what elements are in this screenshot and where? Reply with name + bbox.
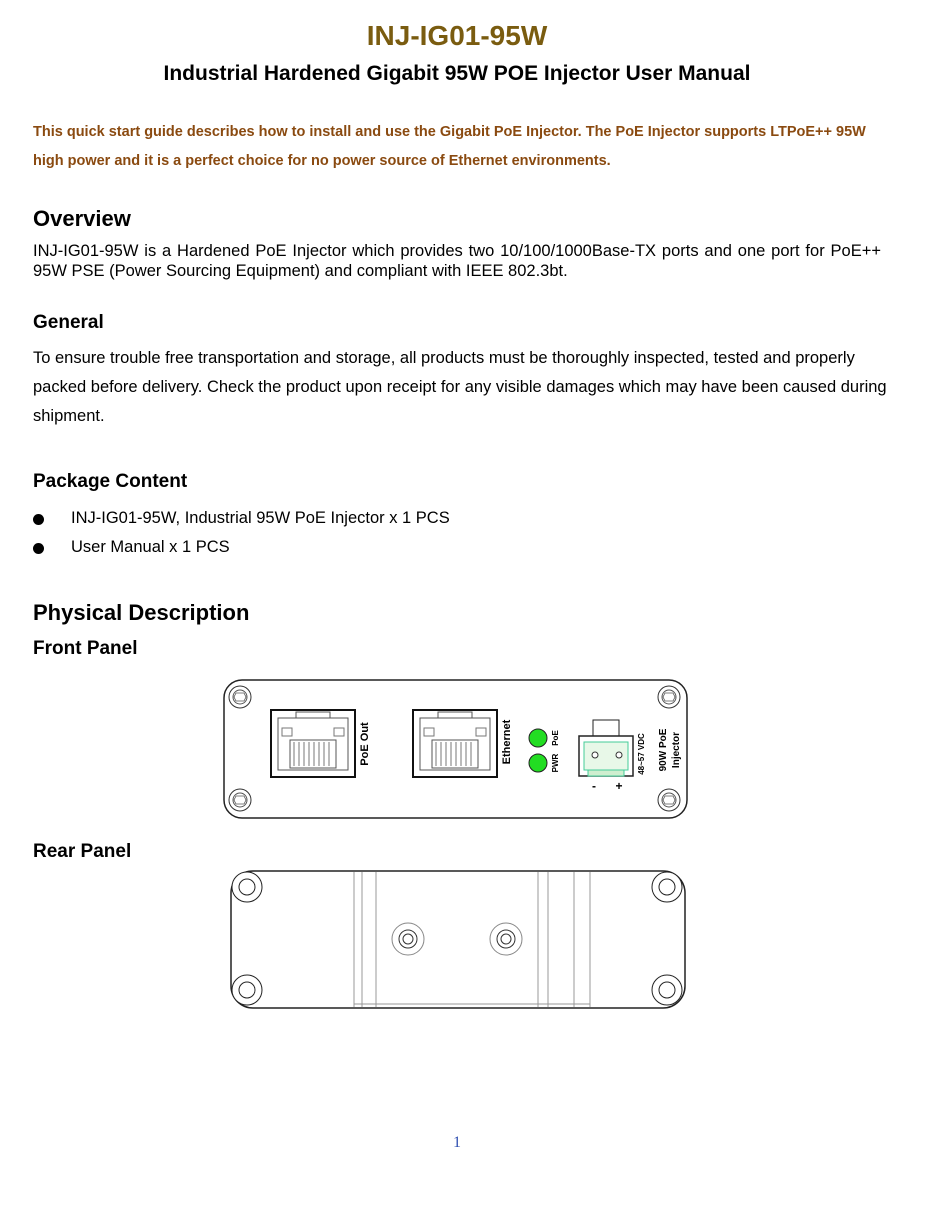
- document-title: INJ-IG01-95W: [366, 20, 548, 51]
- rj45-port-poe-out: [271, 710, 355, 777]
- port-label-ethernet: Ethernet: [501, 719, 513, 765]
- port-label-poe-out: PoE Out: [359, 722, 371, 766]
- front-panel-heading: Front Panel: [33, 638, 138, 659]
- bullet-icon: [33, 543, 44, 554]
- led-pwr-indicator: [529, 754, 547, 772]
- intro-paragraph: [33, 118, 893, 176]
- intro-line-2: high power and it is a perfect choice for no power source of Ethernet environments.: [33, 153, 611, 169]
- list-item: [33, 509, 733, 531]
- front-panel-diagram: [222, 678, 690, 822]
- intro-line-1: This quick start guide describes how to install and use the Gigabit PoE Injector. The PoE Injector supports LTPoE++ 95W: [33, 124, 866, 140]
- screw-icon: [490, 923, 522, 955]
- rear-panel-heading: Rear Panel: [33, 841, 132, 862]
- overview-text: INJ-IG01-95W is a Hardened PoE Injector which provides two 10/100/1000Base-TX ports and one port for PoE++ 95W PSE (Power Sourcing Equipment) and compliant with IEEE 802.3bt.: [33, 242, 881, 280]
- power-plus-label: +: [615, 779, 623, 793]
- list-item-text: INJ-IG01-95W, Industrial 95W PoE Injector x 1 PCS: [71, 509, 450, 527]
- device-label-line1: 90W PoE: [658, 728, 669, 772]
- power-minus-label: -: [592, 779, 596, 793]
- led-label-pwr: PWR: [551, 753, 560, 773]
- list-item: [33, 538, 733, 560]
- mounting-hole-icon: [232, 975, 262, 1005]
- rear-panel-diagram: [228, 868, 688, 1012]
- general-text: To ensure trouble free transportation and storage, all products must be thoroughly inspected, tested and properly packed before delivery. Check the product upon receipt for any visible damages which may have been caused during shipment.: [33, 349, 887, 425]
- overview-heading: Overview: [33, 206, 131, 231]
- page-number: 1: [453, 1134, 461, 1151]
- power-voltage-label: 48~57 VDC: [637, 733, 646, 775]
- mounting-hole-icon: [652, 975, 682, 1005]
- screw-icon: [392, 923, 424, 955]
- list-item-text: User Manual x 1 PCS: [71, 538, 230, 556]
- document-subtitle: Industrial Hardened Gigabit 95W POE Injector User Manual: [163, 62, 751, 85]
- mounting-hole-icon: [652, 872, 682, 902]
- physical-heading: Physical Description: [33, 600, 250, 625]
- led-poe-indicator: [529, 729, 547, 747]
- rj45-port-ethernet: [413, 710, 497, 777]
- general-heading: General: [33, 312, 104, 333]
- bullet-icon: [33, 514, 44, 525]
- mounting-hole-icon: [232, 872, 262, 902]
- led-label-poe: PoE: [551, 730, 560, 746]
- device-label-line2: Injector: [671, 731, 682, 769]
- package-heading: Package Content: [33, 471, 188, 492]
